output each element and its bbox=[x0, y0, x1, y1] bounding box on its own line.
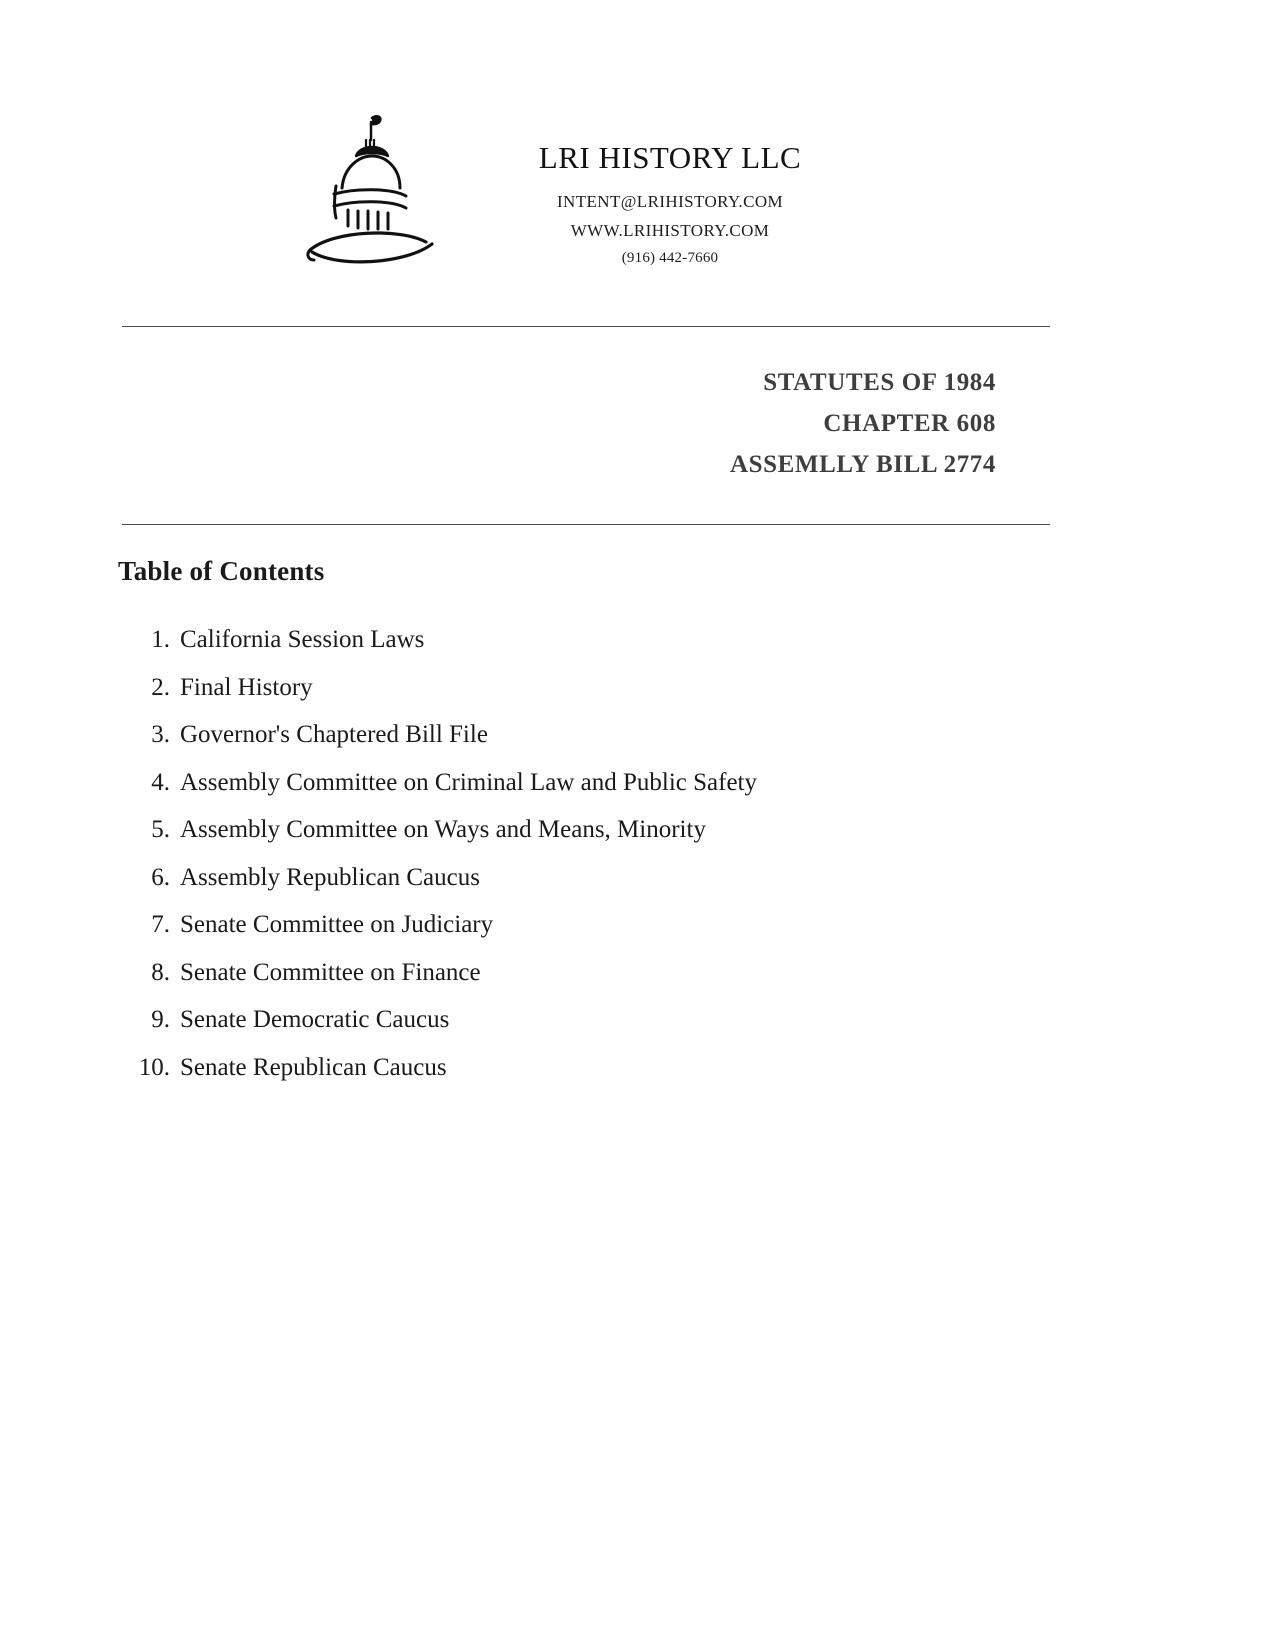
capitol-dome-icon bbox=[300, 110, 450, 275]
list-item-label: Senate Democratic Caucus bbox=[180, 1006, 450, 1033]
list-item bbox=[118, 711, 1018, 759]
table-of-contents-heading: Table of Contents bbox=[118, 556, 325, 586]
list-item-label: Final History bbox=[180, 673, 313, 701]
organization-info bbox=[450, 110, 880, 267]
list-item-number: 7. bbox=[151, 911, 170, 938]
table-of-contents-list bbox=[118, 616, 1018, 1091]
list-item-number: 10. bbox=[138, 1053, 170, 1081]
list-item-label: Senate Republican Caucus bbox=[180, 1053, 447, 1081]
list-item bbox=[118, 901, 1018, 949]
document-title-block bbox=[122, 362, 996, 485]
chapter-number: CHAPTER 608 bbox=[823, 410, 996, 437]
list-item bbox=[118, 616, 1018, 664]
list-item-number: 8. bbox=[151, 958, 170, 986]
list-item-label: Assembly Republican Caucus bbox=[180, 863, 480, 891]
list-item-number: 4. bbox=[151, 768, 170, 796]
organization-name: LRI HISTORY LLC bbox=[538, 140, 802, 175]
list-item-label: Assembly Committee on Criminal Law and Public Safety bbox=[180, 768, 758, 796]
list-item-number: 3. bbox=[151, 721, 170, 748]
list-item-number: 5. bbox=[151, 816, 170, 843]
list-item-number: 9. bbox=[151, 1006, 170, 1033]
list-item-number: 2. bbox=[151, 673, 170, 701]
list-item bbox=[118, 949, 1018, 997]
list-item bbox=[118, 806, 1018, 854]
letterhead bbox=[0, 0, 1276, 275]
organization-email: INTENT@LRIHISTORY.COM bbox=[556, 192, 784, 211]
divider-top bbox=[122, 326, 1050, 327]
list-item-label: Senate Committee on Finance bbox=[180, 958, 481, 986]
list-item-label: Senate Committee on Judiciary bbox=[180, 911, 494, 938]
list-item bbox=[118, 996, 1018, 1044]
list-item bbox=[118, 854, 1018, 902]
list-item-label: Assembly Committee on Ways and Means, Minority bbox=[180, 816, 706, 843]
divider-bottom bbox=[122, 524, 1050, 525]
list-item bbox=[118, 759, 1018, 807]
list-item bbox=[118, 664, 1018, 712]
list-item-label: Governor's Chaptered Bill File bbox=[180, 721, 488, 748]
list-item-number: 1. bbox=[151, 626, 170, 653]
organization-website: WWW.LRIHISTORY.COM bbox=[570, 221, 770, 240]
list-item bbox=[118, 1044, 1018, 1092]
organization-phone: (916) 442-7660 bbox=[621, 250, 719, 266]
statutes-year: STATUTES OF 1984 bbox=[763, 369, 996, 396]
bill-number: ASSEMLLY BILL 2774 bbox=[730, 451, 996, 478]
list-item-label: California Session Laws bbox=[180, 626, 425, 653]
list-item-number: 6. bbox=[151, 863, 170, 891]
